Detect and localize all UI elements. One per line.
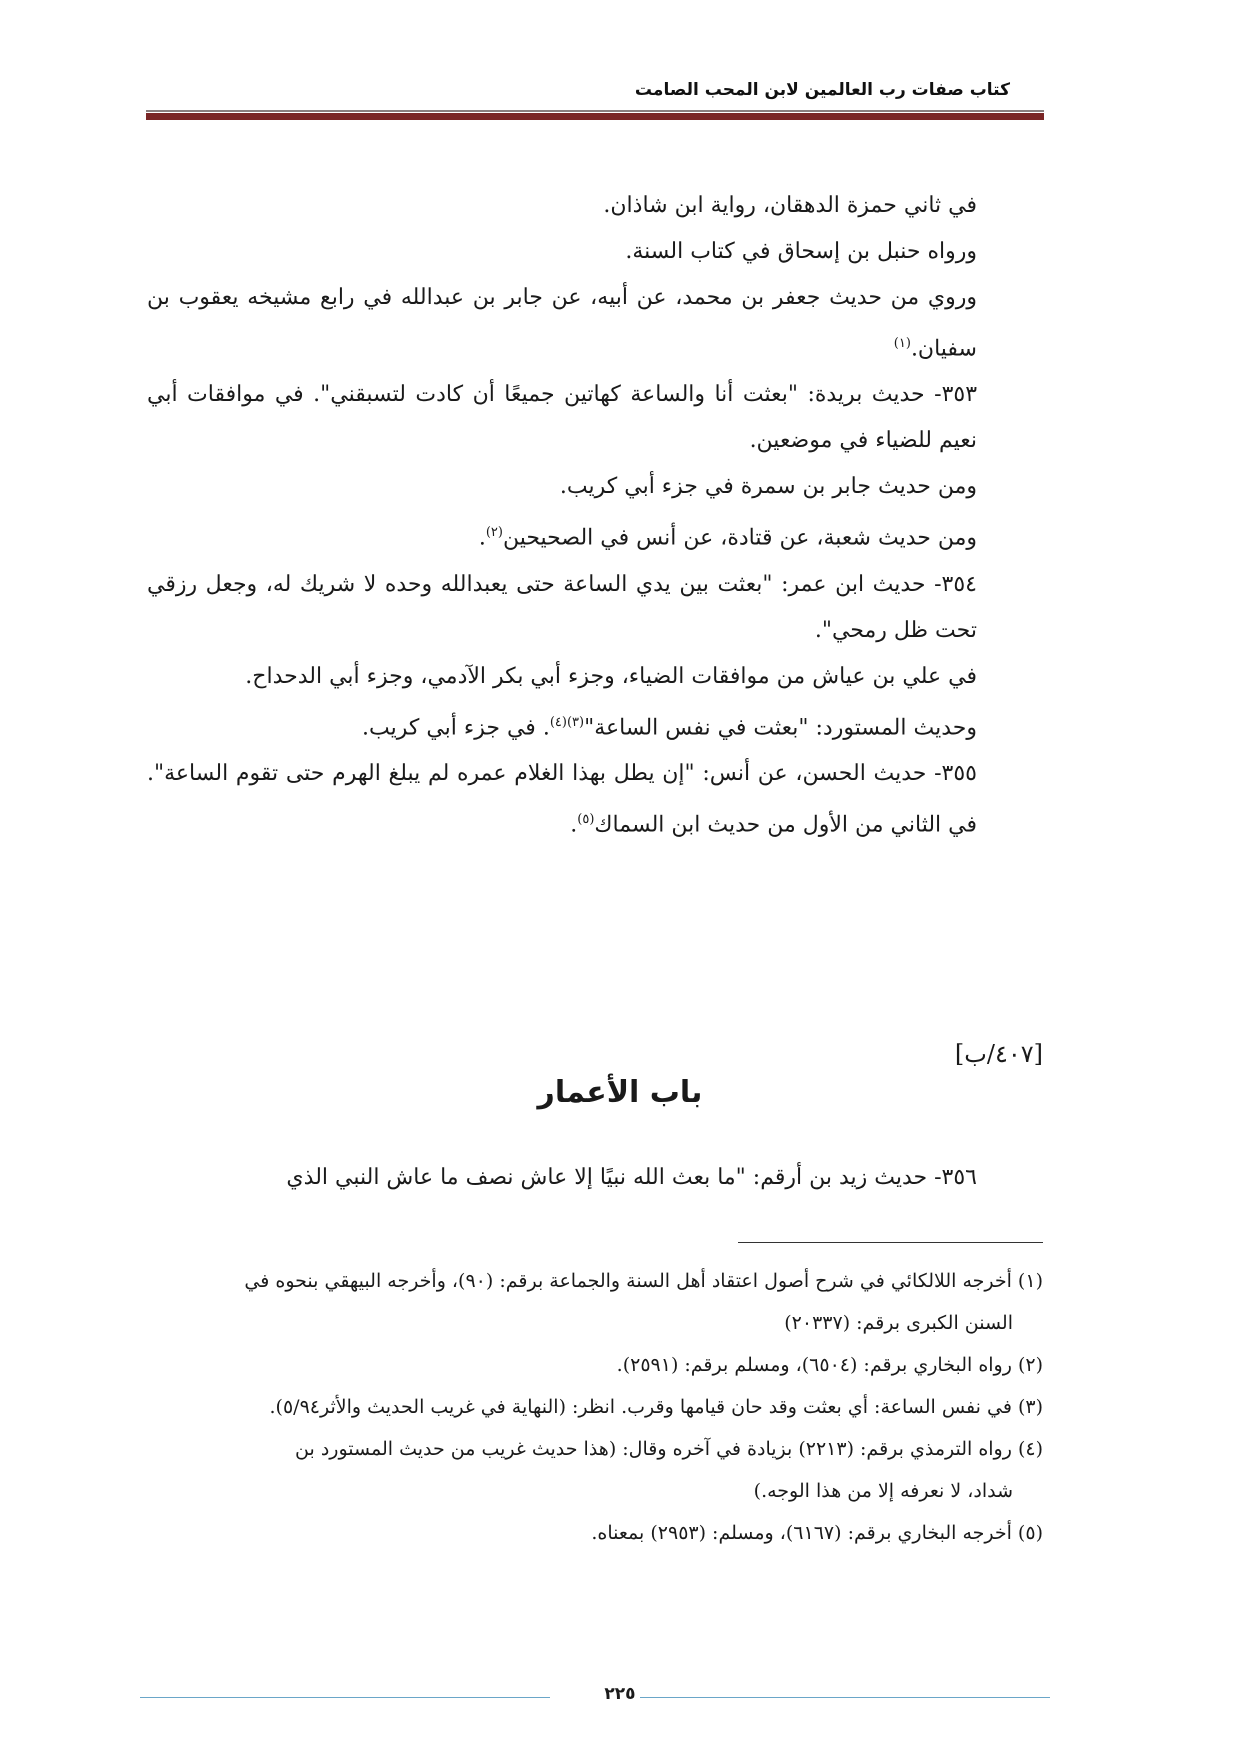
footnote-ref: (١) [893, 336, 911, 351]
paragraph [147, 510, 1043, 561]
period: . [478, 525, 486, 551]
paragraph: ٣٥٤- حديث ابن عمر: "بعثت بين يدي الساعة حتى يعبدالله وحده لا شريك له، وجعل رزقي تحت ظل رمحي". [147, 571, 977, 643]
footnote: (٢) رواه البخاري برقم: (٦٥٠٤)، ومسلم برقم: (٢٥٩١). [616, 1354, 1043, 1376]
footnote: (٣) في نفس الساعة: أي بعثت وقد حان قيامها وقرب. انظر: (النهاية في غريب الحديث والأثر٥/٩٤). [269, 1396, 1043, 1418]
header-rule-thin [146, 110, 1044, 112]
body-text [147, 183, 1043, 848]
footnote: (١) أخرجه اللالكائي في شرح أصول اعتقاد أهل السنة والجماعة برقم: (٩٠)، وأخرجه البيهقي بنحوه في [244, 1270, 1043, 1292]
footnote-ref: (٢) [485, 525, 503, 541]
paragraph [147, 751, 1043, 848]
footnote-ref: (٤) [549, 714, 567, 730]
footnote: (٥) أخرجه البخاري برقم: (٦١٦٧)، ومسلم: (٢٩٥٣) بمعناه. [591, 1522, 1043, 1544]
paragraph-text: . في جزء أبي كريب. [362, 714, 550, 740]
page-number: ٢٢٥ [604, 1684, 636, 1704]
paragraph-text: وحديث المستورد: "بعثت في نفس الساعة" [584, 714, 977, 740]
paragraph: ورواه حنبل بن إسحاق في كتاب السنة. [625, 239, 977, 264]
paragraph: في علي بن عياش من موافقات الضياء، وجزء أبي بكر الآدمي، وجزء أبي الدحداح. [245, 663, 977, 689]
paragraph: ٣٥٣- حديث بريدة: "بعثت أنا والساعة كهاتين جميعًا أن كادت لتسبقني". في موافقات أبي نعيم للضياء في موضعين. [147, 382, 978, 454]
footnotes [147, 1260, 1043, 1554]
paragraph: ومن حديث جابر بن سمرة في جزء أبي كريب. [559, 474, 977, 500]
footnote-continuation: شداد، لا نعرفه إلا من هذا الوجه.) [753, 1480, 1013, 1502]
paragraph-text: ٣٥٥- حديث الحسن، عن أنس: "إن يطل بهذا الغلام عمره لم يبلغ الهرم حتى تقوم الساعة". في الثاني من الأول من حديث ابن السماك [147, 760, 977, 838]
paragraph-text: ومن حديث شعبة، عن قتادة، عن أنس في الصحيحين [502, 525, 977, 551]
footnote-divider [738, 1242, 1043, 1243]
footnote-continuation: السنن الكبرى برقم: (٢٠٣٣٧) [784, 1312, 1013, 1334]
paragraph: ٣٥٦- حديث زيد بن أرقم: "ما بعث الله نبيًا إلا عاش نصف ما عاش النبي الذي [286, 1165, 977, 1190]
header-rule-thick [146, 113, 1044, 120]
paragraph [147, 700, 1043, 751]
paragraph [147, 275, 1043, 372]
chapter-title: باب الأعمار [537, 1075, 703, 1110]
paragraph: في ثاني حمزة الدهقان، رواية ابن شاذان. [603, 193, 977, 218]
footnote: (٤) رواه الترمذي برقم: (٢٢١٣) بزيادة في آخره وقال: (هذا حديث غريب من حديث المستورد بن [295, 1438, 1043, 1460]
footnote-ref: (٥) [577, 811, 595, 827]
period: . [570, 812, 578, 838]
running-header: كتاب صفات رب العالمين لابن المحب الصامت [634, 80, 1010, 100]
folio-marker: [٤٠٧/ب] [954, 1040, 1043, 1068]
footnote-ref: (٣) [566, 714, 585, 730]
paragraph-text: وروي من حديث جعفر بن محمد، عن أبيه، عن جابر بن عبدالله في رابع مشيخه يعقوب بن سفيان. [147, 285, 977, 362]
